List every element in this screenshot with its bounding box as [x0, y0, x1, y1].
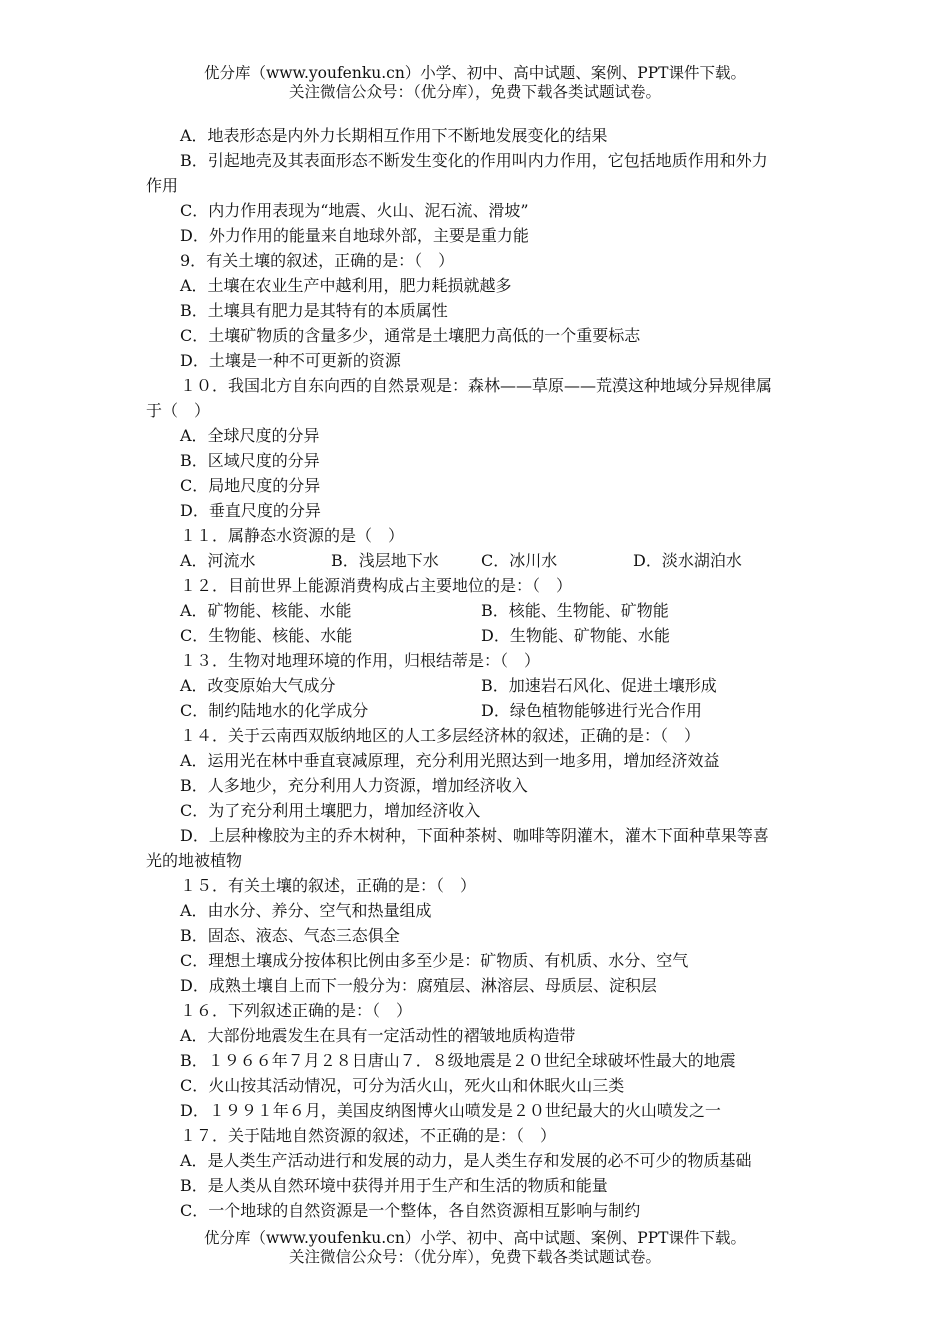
q13-option-c: C．制约陆地水的化学成分 — [180, 701, 369, 720]
q13-options-row1 — [146, 673, 814, 698]
q11-option-a: A．河流水 — [180, 551, 256, 570]
q10-option-b: B．区域尺度的分异 — [180, 451, 320, 470]
q14-option-b: B．人多地少，充分利用人力资源，增加经济收入 — [180, 776, 528, 795]
q11-option-d: D．淡水湖泊水 — [633, 551, 742, 570]
q8-option-b: B．引起地壳及其表面形态不断发生变化的作用叫内力作用，它包括地质作用和外力 — [180, 151, 768, 170]
q16-option-a: A．大部份地震发生在具有一定活动性的褶皱地质构造带 — [180, 1026, 576, 1045]
q10-stem-cont: 于（ ） — [146, 401, 211, 420]
footer-line-1: 优分库（www.youfenku.cn）小学、初中、高中试题、案例、PPT课件下载。 — [203, 1229, 747, 1247]
q10-option-a: A．全球尺度的分异 — [180, 426, 320, 445]
q11-option-b: B．浅层地下水 — [331, 551, 439, 570]
footer-line-2: 关注微信公众号：（优分库），免费下载各类试题试卷。 — [288, 1248, 661, 1266]
q15-option-c: C．理想土壤成分按体积比例由多至少是：矿物质、有机质、水分、空气 — [180, 951, 689, 970]
q9-stem: 9．有关土壤的叙述，正确的是：（ ） — [180, 251, 455, 270]
q9-option-a: A．土壤在农业生产中越利用，肥力耗损就越多 — [180, 276, 512, 295]
q13-option-d: D．绿色植物能够进行光合作用 — [481, 701, 702, 720]
q17-option-c: C．一个地球的自然资源是一个整体，各自然资源相互影响与制约 — [180, 1201, 641, 1220]
q12-option-d: D．生物能、矿物能、水能 — [481, 626, 670, 645]
q12-option-c: C．生物能、核能、水能 — [180, 626, 353, 645]
q15-option-b: B．固态、液态、气态三态俱全 — [180, 926, 400, 945]
q10-option-d: D．垂直尺度的分异 — [180, 501, 321, 520]
q8-option-a: A．地表形态是内外力长期相互作用下不断地发展变化的结果 — [180, 126, 608, 145]
q11-options — [146, 548, 814, 573]
q12-stem: １２．目前世界上能源消费构成占主要地位的是：（ ） — [180, 576, 573, 595]
q13-option-a: A．改变原始大气成分 — [180, 676, 336, 695]
q16-option-c: C．火山按其活动情况，可分为活火山，死火山和休眠火山三类 — [180, 1076, 625, 1095]
page-header — [0, 64, 950, 102]
header-line-2: 关注微信公众号：（优分库），免费下载各类试题试卷。 — [288, 83, 661, 101]
q16-option-d: D．１９９１年６月，美国皮纳图博火山喷发是２０世纪最大的火山喷发之一 — [180, 1101, 721, 1120]
q17-stem: １７．关于陆地自然资源的叙述，不正确的是：（ ） — [180, 1126, 557, 1145]
q8-option-c: C．内力作用表现为“地震、火山、泥石流、滑坡” — [180, 201, 529, 220]
q14-option-c: C．为了充分利用土壤肥力，增加经济收入 — [180, 801, 481, 820]
q11-stem: １１．属静态水资源的是（ ） — [180, 526, 405, 545]
question-content — [146, 123, 814, 1223]
q12-options-row1 — [146, 598, 814, 623]
q14-option-d-cont: 光的地被植物 — [146, 851, 243, 870]
q15-stem: １５．有关土壤的叙述，正确的是：（ ） — [180, 876, 477, 895]
header-line-1: 优分库（www.youfenku.cn）小学、初中、高中试题、案例、PPT课件下载。 — [203, 64, 747, 82]
q14-stem: １４．关于云南西双版纳地区的人工多层经济林的叙述，正确的是：（ ） — [180, 726, 701, 745]
q9-option-c: C．土壤矿物质的含量多少，通常是土壤肥力高低的一个重要标志 — [180, 326, 641, 345]
q14-option-a: A．运用光在林中垂直衰减原理，充分利用光照达到一地多用，增加经济效益 — [180, 751, 720, 770]
q13-option-b: B．加速岩石风化、促进土壤形成 — [481, 676, 717, 695]
q11-option-c: C．冰川水 — [481, 551, 558, 570]
q13-options-row2 — [146, 698, 814, 723]
q8-option-b-cont: 作用 — [146, 176, 179, 195]
q14-option-d: D．上层种橡胶为主的乔木树种，下面种茶树、咖啡等阴灌木，灌木下面种草果等喜 — [180, 826, 769, 845]
q12-option-b: B．核能、生物能、矿物能 — [481, 601, 669, 620]
q13-stem: １３．生物对地理环境的作用，归根结蒂是：（ ） — [180, 651, 541, 670]
q12-option-a: A．矿物能、核能、水能 — [180, 601, 352, 620]
q9-option-d: D．土壤是一种不可更新的资源 — [180, 351, 401, 370]
q8-option-d: D．外力作用的能量来自地球外部，主要是重力能 — [180, 226, 529, 245]
q10-stem: １０．我国北方自东向西的自然景观是：森林——草原——荒漠这种地域分异规律属 — [180, 376, 773, 395]
q17-option-b: B．是人类从自然环境中获得并用于生产和生活的物质和能量 — [180, 1176, 608, 1195]
q15-option-a: A．由水分、养分、空气和热量组成 — [180, 901, 432, 920]
q10-option-c: C．局地尺度的分异 — [180, 476, 321, 495]
q12-options-row2 — [146, 623, 814, 648]
page-footer — [0, 1229, 950, 1267]
q9-option-b: B．土壤具有肥力是其特有的本质属性 — [180, 301, 448, 320]
q17-option-a: A．是人类生产活动进行和发展的动力，是人类生存和发展的必不可少的物质基础 — [180, 1151, 752, 1170]
q16-option-b: B．１９６６年７月２８日唐山７．８级地震是２０世纪全球破坏性最大的地震 — [180, 1051, 736, 1070]
q16-stem: １６．下列叙述正确的是：（ ） — [180, 1001, 413, 1020]
q15-option-d: D．成熟土壤自上而下一般分为：腐殖层、淋溶层、母质层、淀积层 — [180, 976, 657, 995]
